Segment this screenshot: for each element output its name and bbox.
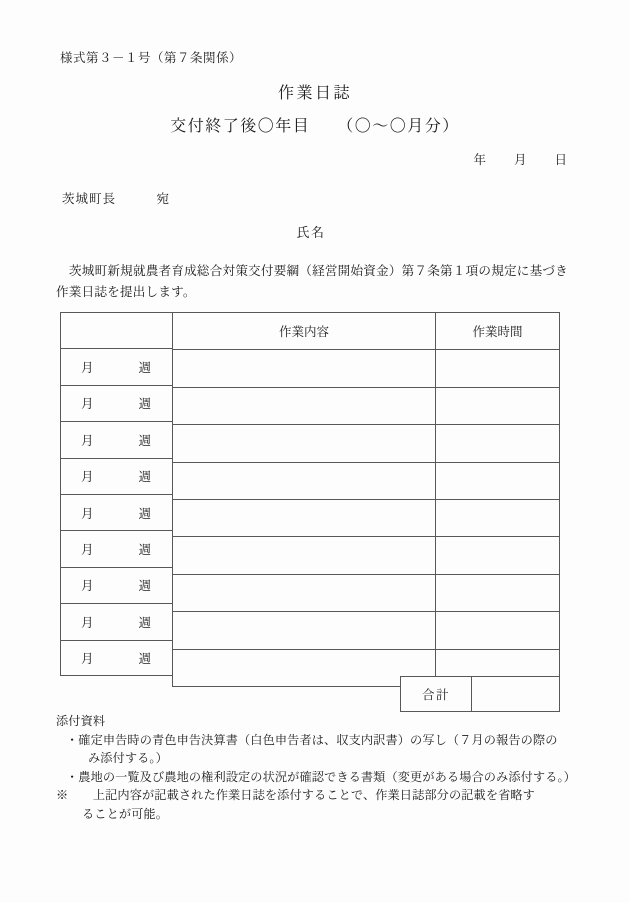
work-diary-table [172, 312, 560, 687]
table-row-label[interactable] [60, 458, 172, 494]
note-bullet-1-line-2: み添付する。） [88, 751, 168, 765]
row-week-label: 週 [138, 433, 152, 448]
table-row-label[interactable] [60, 603, 172, 639]
row-week-label: 週 [138, 543, 152, 558]
body-paragraph-line-2: づき作業日誌を提出します。 [56, 264, 568, 299]
page-subtitle: 交付終了後〇年目 （〇～〇月分） [170, 118, 460, 135]
table-row [173, 350, 560, 387]
cell-work-content[interactable] [173, 499, 436, 536]
table-row-label[interactable] [60, 385, 172, 421]
total-value[interactable] [472, 676, 560, 712]
note-bullet-1 [56, 731, 580, 768]
cell-work-hours[interactable] [436, 387, 560, 424]
row-week-label: 週 [138, 579, 152, 594]
name-label: 氏名 [296, 225, 326, 240]
row-month-label: 月 [81, 543, 95, 558]
page-title: 作業日誌 [277, 85, 352, 102]
column-header-work-content: 作業内容 [173, 313, 436, 350]
row-month-label: 月 [81, 579, 95, 594]
table-header-label-cell [60, 312, 172, 348]
note-bullet-1-line-1: ・確定申告時の青色申告決算書（白色申告者は、収支内訳書）の写し（７月の報告の際の [66, 732, 558, 747]
row-month-label: 月 [81, 615, 95, 630]
note-bullet-2 [56, 768, 580, 787]
row-week-label: 週 [138, 615, 152, 630]
cell-work-hours[interactable] [436, 462, 560, 499]
table-row [173, 574, 560, 611]
cell-work-content[interactable] [173, 612, 436, 649]
cell-work-hours[interactable] [436, 350, 560, 387]
date-line: 年 月 日 [473, 153, 568, 167]
table-row-label[interactable] [60, 421, 172, 457]
body-paragraph-line-1: 茨城町新規就農者育成総合対策交付要綱（経営開始資金）第７条第１項の規定に基 [69, 264, 543, 278]
cell-work-content[interactable] [173, 462, 436, 499]
note-asterisk-line-2: ることが可能。 [82, 806, 169, 821]
row-month-label: 月 [81, 470, 95, 485]
table-row-label[interactable] [60, 348, 172, 384]
row-week-label: 週 [138, 470, 152, 485]
table-row [173, 462, 560, 499]
table-row [173, 425, 560, 462]
table-row-label[interactable] [60, 640, 172, 676]
cell-work-content[interactable] [173, 537, 436, 574]
table-row [173, 499, 560, 536]
column-header-work-hours: 作業時間 [436, 313, 560, 350]
cell-work-content[interactable] [173, 425, 436, 462]
table-row [173, 537, 560, 574]
table-row-label[interactable] [60, 494, 172, 530]
cell-work-hours[interactable] [436, 499, 560, 536]
row-month-label: 月 [81, 361, 95, 376]
row-month-label: 月 [81, 506, 95, 521]
row-month-label: 月 [81, 397, 95, 412]
table-label-column [60, 312, 172, 676]
note-bullet-2-text: ・農地の一覧及び農地の権利設定の状況が確認できる書類（変更がある場合のみ添付する。） [66, 769, 576, 784]
row-month-label: 月 [81, 433, 95, 448]
cell-work-content[interactable] [173, 649, 436, 686]
cell-work-hours[interactable] [436, 537, 560, 574]
table-row [173, 387, 560, 424]
row-week-label: 週 [138, 361, 152, 376]
cell-work-content[interactable] [173, 387, 436, 424]
note-asterisk [56, 786, 580, 823]
table-row [173, 612, 560, 649]
row-week-label: 週 [138, 651, 152, 666]
table-total-row [400, 676, 560, 712]
table-row-label[interactable] [60, 530, 172, 566]
row-week-label: 週 [138, 397, 152, 412]
table-header-row [173, 313, 560, 350]
body-paragraph [56, 261, 572, 303]
cell-work-hours[interactable] [436, 612, 560, 649]
total-label: 合計 [400, 676, 472, 712]
attachment-notes [56, 712, 580, 823]
row-month-label: 月 [81, 651, 95, 666]
row-week-label: 週 [138, 506, 152, 521]
cell-work-content[interactable] [173, 574, 436, 611]
form-code: 様式第３－１号（第７条関係） [60, 51, 243, 65]
table-row-label[interactable] [60, 567, 172, 603]
cell-work-hours[interactable] [436, 574, 560, 611]
addressee-line: 茨城町長 宛 [62, 192, 171, 206]
cell-work-hours[interactable] [436, 425, 560, 462]
note-asterisk-line-1: ※ 上記内容が記載された作業日誌を添付することで、作業日誌部分の記載を省略す [56, 788, 535, 802]
notes-heading: 添付資料 [56, 714, 106, 728]
cell-work-content[interactable] [173, 350, 436, 387]
